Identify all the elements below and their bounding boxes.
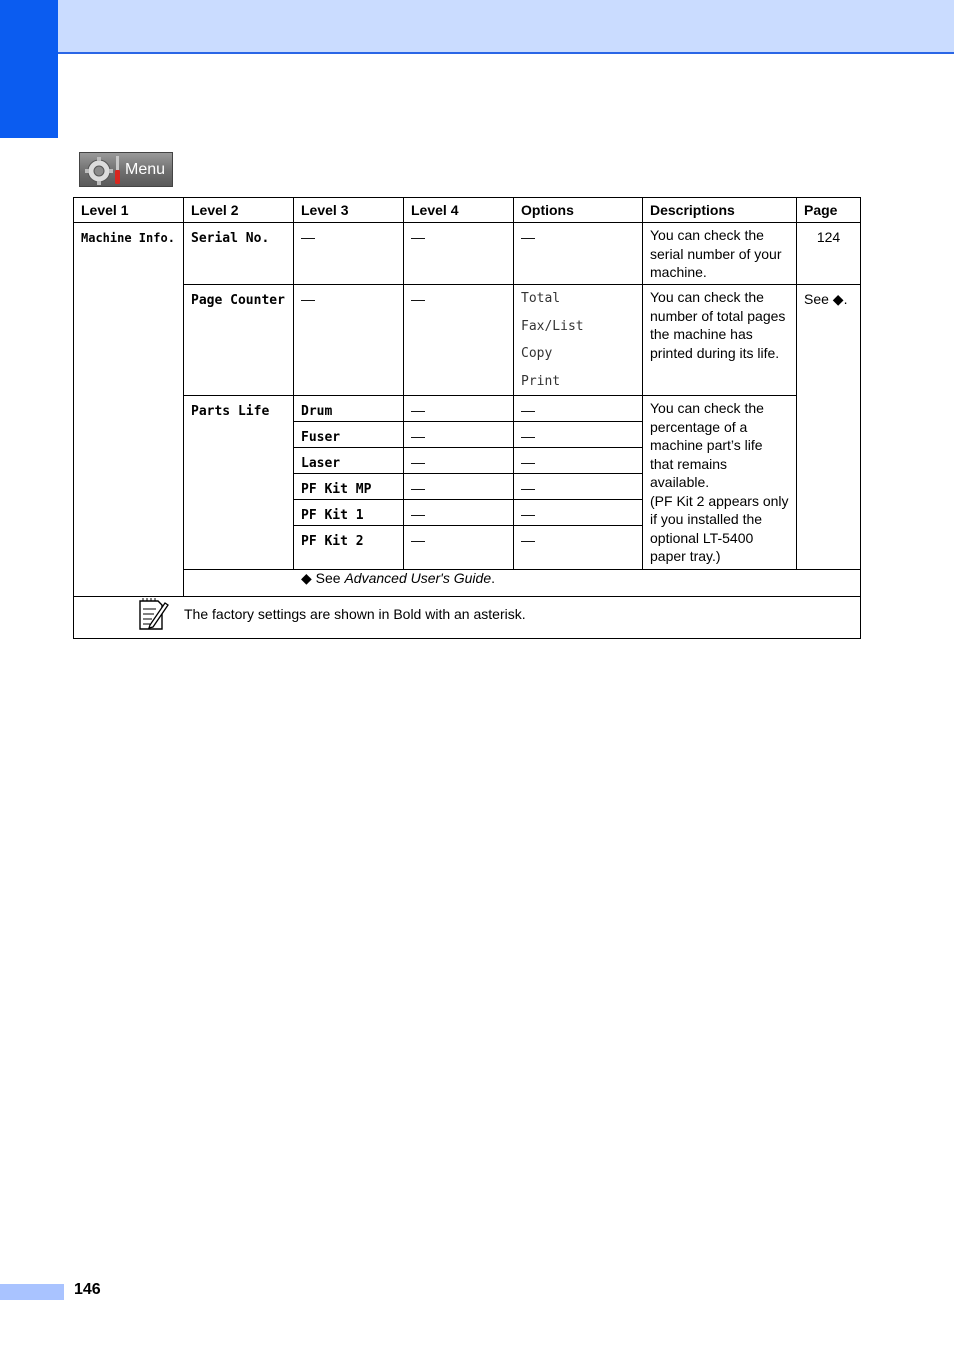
menu-label: Menu xyxy=(125,160,166,178)
level3-cell: — xyxy=(294,285,404,396)
description-cell: You can check the number of total pages the machine has printed during its life. xyxy=(643,285,797,396)
serial-no-label: Serial No. xyxy=(191,231,270,246)
page-cell: See ◆. xyxy=(797,285,861,570)
level3-cell xyxy=(294,500,404,526)
footer-cell xyxy=(184,570,861,597)
level4-cell: — xyxy=(404,500,514,526)
level4-cell: — xyxy=(404,474,514,500)
drum-label: Drum xyxy=(301,404,333,419)
description-cell xyxy=(643,396,797,570)
settings-table xyxy=(73,197,861,639)
page-number: 146 xyxy=(74,1281,101,1298)
options-cell: — xyxy=(514,422,643,448)
option-item: Fax/List xyxy=(521,318,584,334)
level3-cell xyxy=(294,526,404,570)
footer-suffix: . xyxy=(491,570,495,586)
header-descriptions: Descriptions xyxy=(643,198,797,223)
level2-cell xyxy=(184,285,294,396)
options-cell: — xyxy=(514,474,643,500)
note-pencil-icon xyxy=(134,597,170,631)
level3-cell xyxy=(294,474,404,500)
footer-row xyxy=(74,570,861,597)
level4-cell: — xyxy=(404,285,514,396)
header-band xyxy=(58,0,954,54)
level1-label: Machine Info. xyxy=(81,231,175,245)
level2-cell xyxy=(184,223,294,285)
option-item: Copy xyxy=(521,346,553,361)
menu-button[interactable] xyxy=(79,152,173,187)
note-cell xyxy=(74,597,861,639)
level2-cell xyxy=(184,396,294,570)
note-text: The factory settings are shown in Bold with an asterisk. xyxy=(184,606,526,622)
options-cell: — xyxy=(514,396,643,422)
gear-screwdriver-icon xyxy=(83,154,123,186)
options-cell xyxy=(514,285,643,396)
parts-life-label: Parts Life xyxy=(191,404,270,419)
fuser-label: Fuser xyxy=(301,430,341,445)
chapter-tab xyxy=(0,0,58,138)
header-level4: Level 4 xyxy=(404,198,514,223)
parts-description-note: (PF Kit 2 appears only if you installed the optional LT-5400 paper tray.) xyxy=(650,492,789,564)
table-row xyxy=(74,223,861,285)
page-cell: 124 xyxy=(797,223,861,285)
header-level1: Level 1 xyxy=(74,198,184,223)
page-counter-label: Page Counter xyxy=(191,293,285,308)
note-row xyxy=(74,597,861,639)
table-header-row xyxy=(74,198,861,223)
laser-label: Laser xyxy=(301,456,341,471)
header-level2: Level 2 xyxy=(184,198,294,223)
options-cell: — xyxy=(514,526,643,570)
options-cell: — xyxy=(514,223,643,285)
level3-cell xyxy=(294,448,404,474)
level4-cell: — xyxy=(404,422,514,448)
options-cell: — xyxy=(514,448,643,474)
table-row xyxy=(74,396,861,422)
level4-cell: — xyxy=(404,448,514,474)
options-cell: — xyxy=(514,500,643,526)
header-page: Page xyxy=(797,198,861,223)
description-cell: You can check the serial number of your machine. xyxy=(643,223,797,285)
page-number-bar xyxy=(0,1284,64,1300)
table-row xyxy=(74,285,861,396)
pf-kit-mp-label: PF Kit MP xyxy=(301,482,372,497)
option-item: Print xyxy=(521,373,561,389)
level3-cell xyxy=(294,396,404,422)
level3-cell xyxy=(294,422,404,448)
header-level3: Level 3 xyxy=(294,198,404,223)
level3-cell: — xyxy=(294,223,404,285)
level1-cell xyxy=(74,223,184,597)
level4-cell: — xyxy=(404,526,514,570)
pf-kit-2-label: PF Kit 2 xyxy=(301,534,364,549)
header-options: Options xyxy=(514,198,643,223)
pf-kit-1-label: PF Kit 1 xyxy=(301,508,364,523)
guide-title: Advanced User's Guide xyxy=(344,570,492,586)
footer-prefix: ◆ See xyxy=(301,570,345,586)
level4-cell: — xyxy=(404,396,514,422)
parts-description: You can check the percentage of a machine part’s life that remains available. xyxy=(650,400,764,490)
option-item: Total xyxy=(521,291,561,306)
level4-cell: — xyxy=(404,223,514,285)
